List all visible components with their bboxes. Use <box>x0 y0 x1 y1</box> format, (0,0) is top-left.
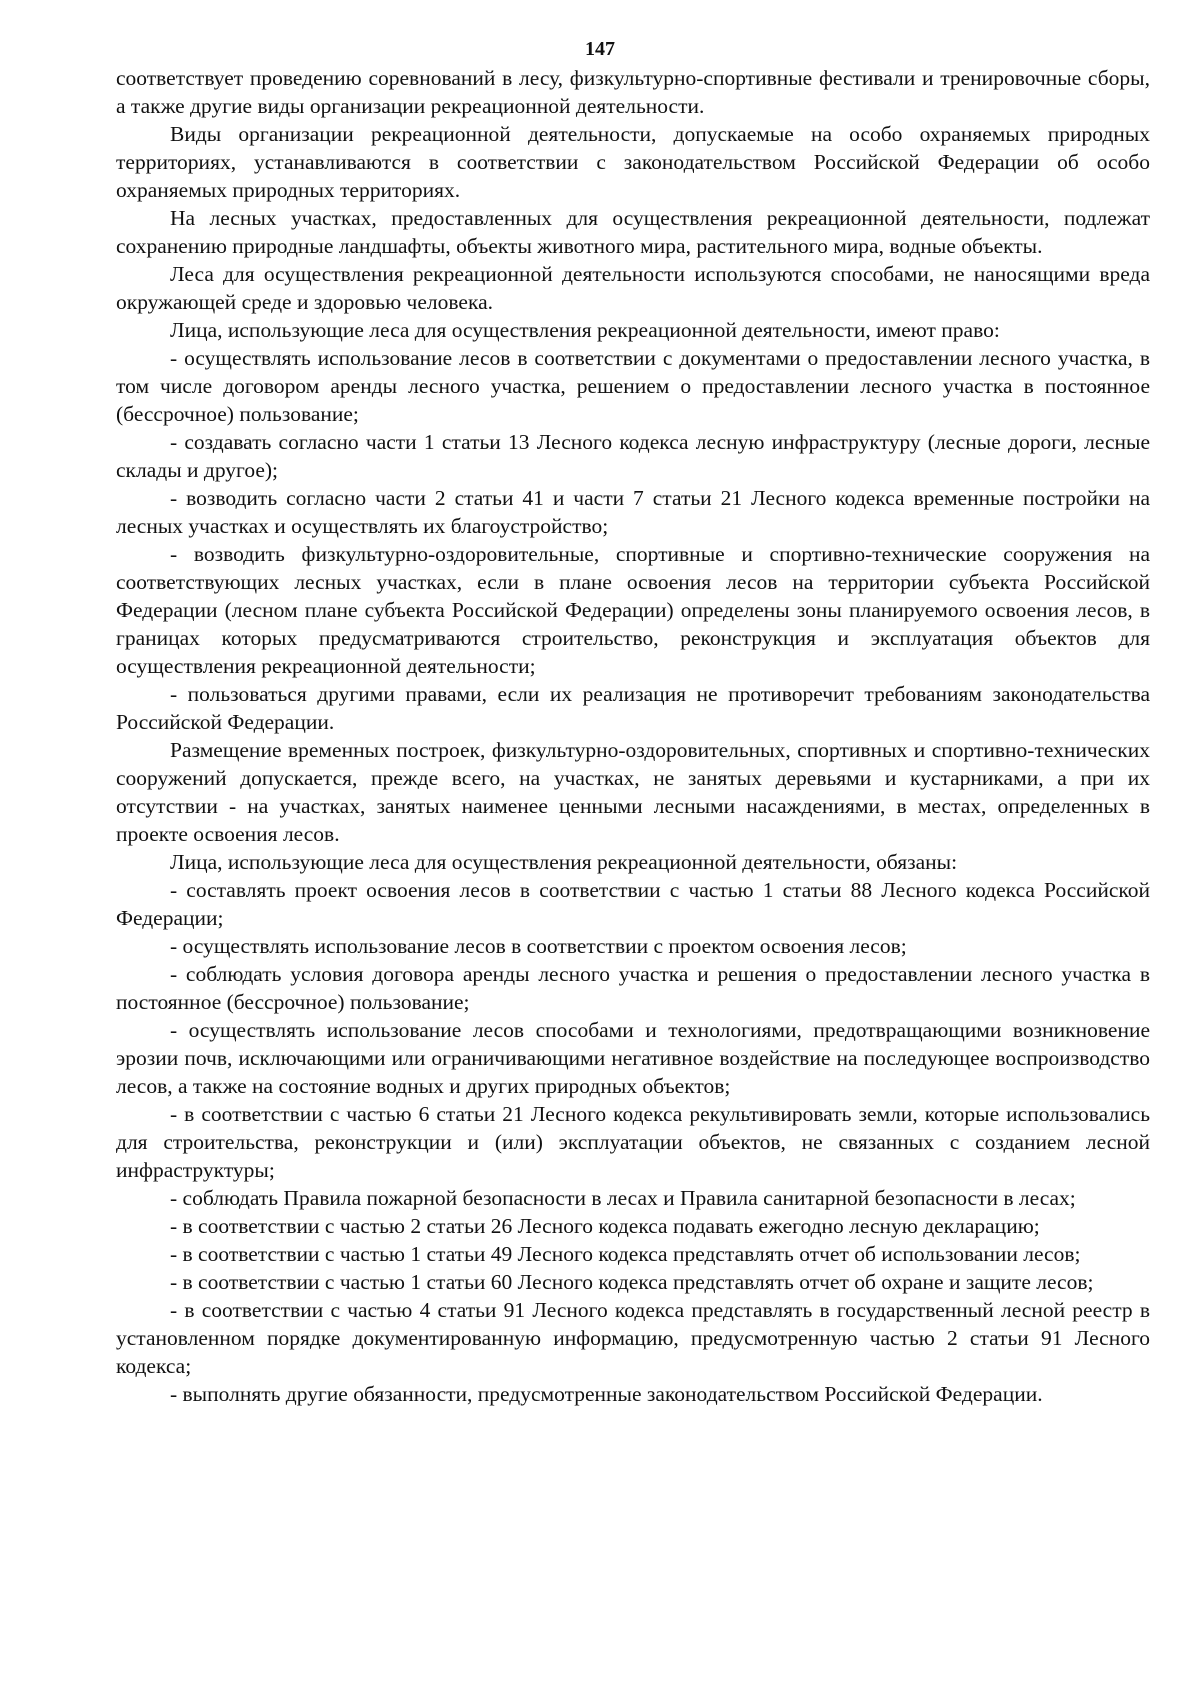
list-item: - создавать согласно части 1 статьи 13 Лесного кодекса лесную инфраструктуру (лесные дороги, лесные склады и другое); <box>116 430 1150 482</box>
paragraph: Размещение временных построек, физкультурно-оздоровительных, спортивных и спортивно-технических сооружений допускается, прежде всего, на участках, не занятых деревьями и кустарниками, а при их отсутствии - на участках, занятых наименее ценными лесными насаждениями, в местах, определенных в проекте освоения лесов. <box>116 738 1150 846</box>
paragraph: соответствует проведению соревнований в лесу, физкультурно-спортивные фестивали и тренировочные сборы, а также другие виды организации рекреационной деятельности. <box>116 66 1150 118</box>
list-item: - пользоваться другими правами, если их реализация не противоречит требованиям законодательства Российской Федерации. <box>116 682 1150 734</box>
list-item: - соблюдать Правила пожарной безопасности в лесах и Правила санитарной безопасности в лесах; <box>170 1186 1076 1210</box>
list-item: - в соответствии с частью 2 статьи 26 Лесного кодекса подавать ежегодно лесную декларацию; <box>170 1214 1040 1238</box>
list-item: - возводить физкультурно-оздоровительные, спортивные и спортивно-технические сооружения на соответствующих лесных участках, если в плане освоения лесов на территории субъекта Российской Федерации (лесном плане субъекта Российской Федерации) определены зоны планируемого освоения лесов, в границах которых предусматриваются строительство, реконструкция и эксплуатация объектов для осуществления рекреационной деятельности; <box>116 542 1150 678</box>
list-item: - составлять проект освоения лесов в соответствии с частью 1 статьи 88 Лесного кодекса Российской Федерации; <box>116 878 1150 930</box>
paragraph: Леса для осуществления рекреационной деятельности используются способами, не наносящими вреда окружающей среде и здоровью человека. <box>116 262 1150 314</box>
list-item: - в соответствии с частью 1 статьи 60 Лесного кодекса представлять отчет об охране и защите лесов; <box>170 1270 1094 1294</box>
document-body <box>116 64 1150 1408</box>
list-item: - в соответствии с частью 1 статьи 49 Лесного кодекса представлять отчет об использовании лесов; <box>170 1242 1081 1266</box>
paragraph: Виды организации рекреационной деятельности, допускаемые на особо охраняемых природных территориях, устанавливаются в соответствии с законодательством Российской Федерации об особо охраняемых природных территориях. <box>116 122 1150 202</box>
list-item: - в соответствии с частью 4 статьи 91 Лесного кодекса представлять в государственный лесной реестр в установленном порядке документированную информацию, предусмотренную частью 2 статьи 91 Лесного кодекса; <box>116 1298 1150 1378</box>
page-number: 147 <box>585 38 615 60</box>
list-item: - осуществлять использование лесов в соответствии с проектом освоения лесов; <box>170 934 907 958</box>
list-item: - осуществлять использование лесов способами и технологиями, предотвращающими возникновение эрозии почв, исключающими или ограничивающими негативное воздействие на последующее воспроизводство лесов, а также на состояние водных и других природных объектов; <box>116 1018 1150 1098</box>
paragraph: Лица, использующие леса для осуществления рекреационной деятельности, имеют право: <box>170 318 1000 342</box>
list-item: - выполнять другие обязанности, предусмотренные законодательством Российской Федерации. <box>170 1382 1043 1406</box>
paragraph: На лесных участках, предоставленных для осуществления рекреационной деятельности, подлежат сохранению природные ландшафты, объекты животного мира, растительного мира, водные объекты. <box>116 206 1150 258</box>
list-item: - возводить согласно части 2 статьи 41 и части 7 статьи 21 Лесного кодекса временные постройки на лесных участках и осуществлять их благоустройство; <box>116 486 1150 538</box>
list-item: - соблюдать условия договора аренды лесного участка и решения о предоставлении лесного участка в постоянное (бессрочное) пользование; <box>116 962 1150 1014</box>
list-item: - осуществлять использование лесов в соответствии с документами о предоставлении лесного участка, в том числе договором аренды лесного участка, решением о предоставлении лесного участка в постоянное (бессрочное) пользование; <box>116 346 1150 426</box>
list-item: - в соответствии с частью 6 статьи 21 Лесного кодекса рекультивировать земли, которые использовались для строительства, реконструкции и (или) эксплуатации объектов, не связанных с созданием лесной инфраструктуры; <box>116 1102 1150 1182</box>
paragraph: Лица, использующие леса для осуществления рекреационной деятельности, обязаны: <box>170 850 958 874</box>
